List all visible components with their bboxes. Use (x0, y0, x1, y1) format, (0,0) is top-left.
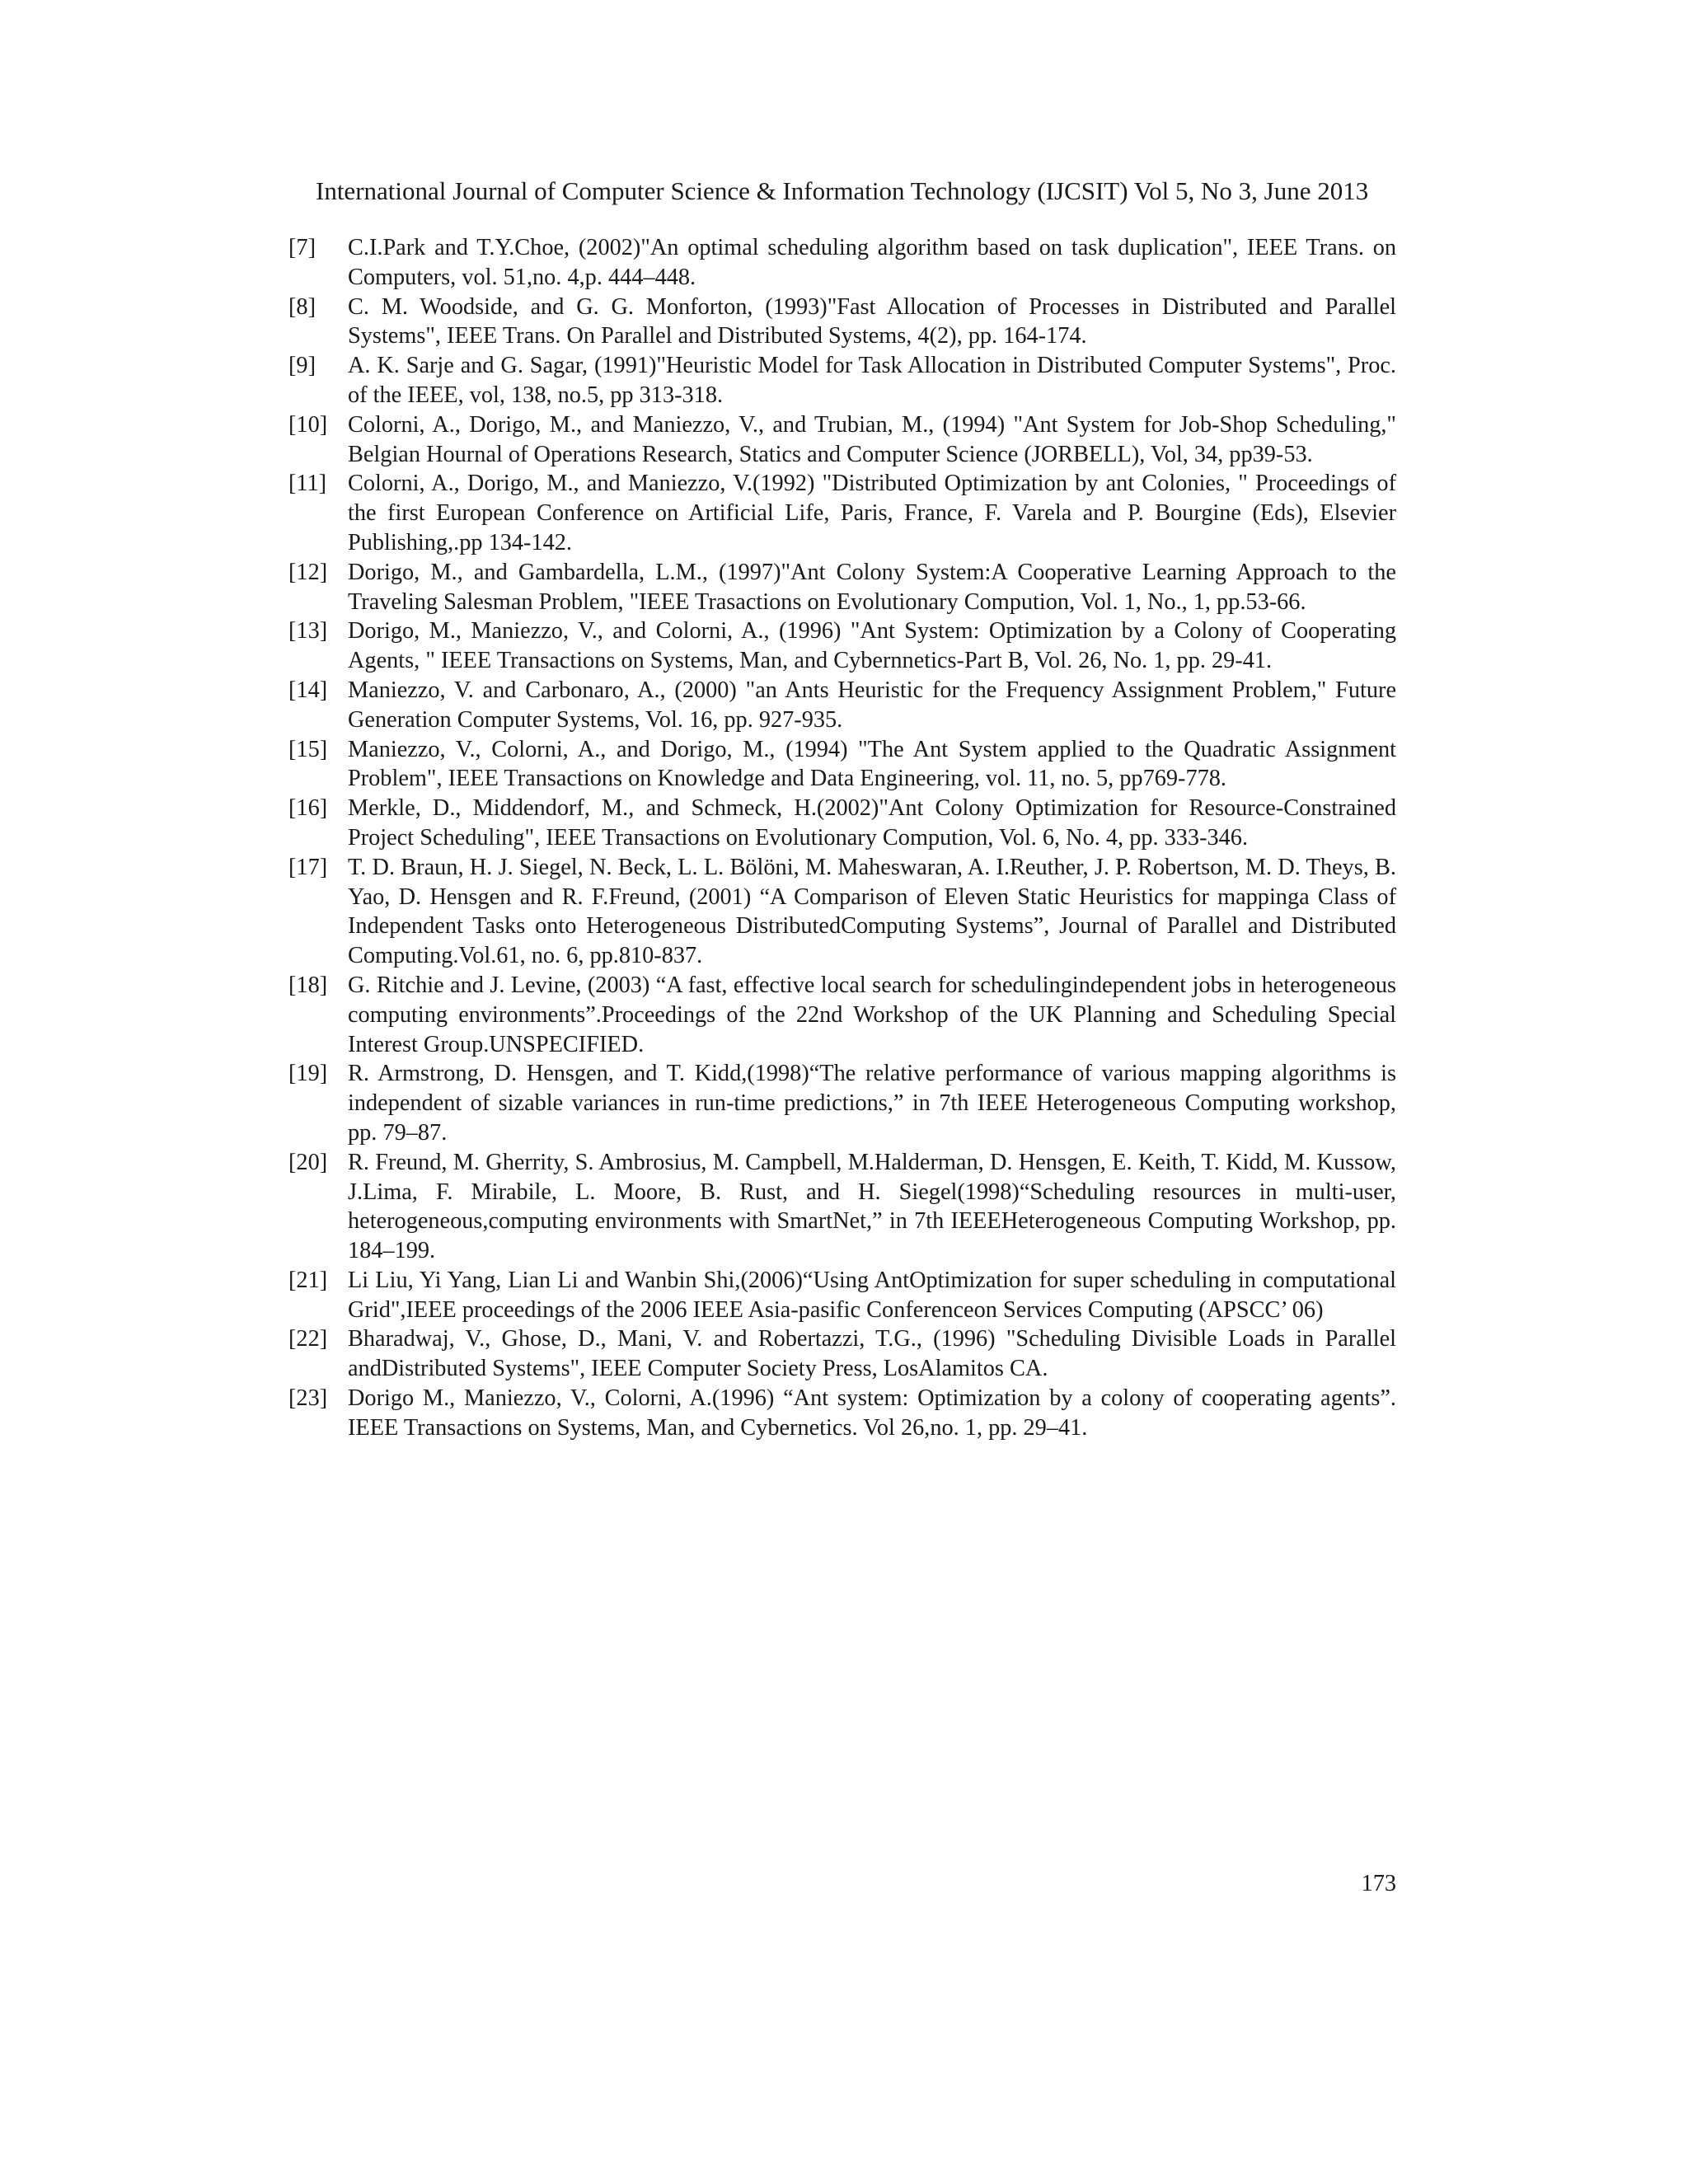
reference-text: Bharadwaj, V., Ghose, D., Mani, V. and Robertazzi, T.G., (1996) "Scheduling Divisible Loads in Parallel andDistributed Systems", IEEE Computer Society Press, LosAlamitos CA. (348, 1326, 1396, 1382)
reference-number: [20] (288, 1149, 328, 1175)
reference-number: [12] (288, 559, 328, 585)
reference-number: [9] (288, 353, 316, 379)
reference-number: [7] (288, 235, 316, 260)
running-header: International Journal of Computer Science & Information Technology (IJCSIT) Vol 5, No 3, June 2013 (316, 176, 1369, 205)
reference-number: [19] (288, 1061, 328, 1087)
reference-text: Li Liu, Yi Yang, Lian Li and Wanbin Shi,(2006)“Using AntOptimization for super scheduling in computational Grid",IEEE proceedings of the 2006 IEEE Asia-pasific Conferenceon Services Computing (APSCC’ 06) (348, 1267, 1396, 1323)
reference-entry (288, 616, 1396, 676)
reference-number: [14] (288, 677, 328, 703)
reference-text: G. Ritchie and J. Levine, (2003) “A fast, effective local search for schedulingindependent jobs in heterogeneous computing environments”.Proceedings of the 22nd Workshop of the UK Planning and Scheduling Special Interest Group.UNSPECIFIED. (348, 972, 1396, 1057)
reference-entry (288, 1266, 1396, 1325)
reference-entry (288, 1059, 1396, 1147)
reference-number: [23] (288, 1385, 328, 1412)
reference-entry (288, 233, 1396, 293)
reference-entry (288, 351, 1396, 410)
reference-entry (288, 1384, 1396, 1443)
reference-text: T. D. Braun, H. J. Siegel, N. Beck, L. L. Bölöni, M. Maheswaran, A. I.Reuther, J. P. Robertson, M. D. Theys, B. Yao, D. Hensgen and R. F.Freund, (2001) “A Comparison of Eleven Static Heuristics for mappinga Class of Independent Tasks onto Heterogeneous DistributedComputing Systems”, Journal of Parallel and Distributed Computing.Vol.61, no. 6, pp.810-837. (348, 854, 1396, 969)
reference-text: Colorni, A., Dorigo, M., and Maniezzo, V.(1992) "Distributed Optimization by ant Colonies, " Proceedings of the first European Conference on Artificial Life, Paris, France, F. Varela and P. Bourgine (Eds), Elsevier Publishing,.pp 134-142. (348, 471, 1396, 555)
reference-text: Merkle, D., Middendorf, M., and Schmeck, H.(2002)"Ant Colony Optimization for Resource-Constrained Project Scheduling", IEEE Transactions on Evolutionary Compution, Vol. 6, No. 4, pp. 333-346. (348, 795, 1396, 851)
reference-number: [21] (288, 1267, 328, 1293)
reference-text: Dorigo, M., Maniezzo, V., and Colorni, A., (1996) "Ant System: Optimization by a Colony of Cooperating Agents, " IEEE Transactions on Systems, Man, and Cybernnetics-Part B, Vol. 26, No. 1, pp. 29-41. (348, 618, 1396, 674)
reference-text: Dorigo M., Maniezzo, V., Colorni, A.(1996) “Ant system: Optimization by a colony of cooperating agents”. IEEE Transactions on Systems, Man, and Cybernetics. Vol 26,no. 1, pp. 29–41. (348, 1385, 1396, 1441)
reference-number: [13] (288, 618, 328, 644)
reference-number: [11] (288, 471, 327, 497)
reference-text: A. K. Sarje and G. Sagar, (1991)"Heuristic Model for Task Allocation in Distributed Computer Systems", Proc. of the IEEE, vol, 138, no.5, pp 313-318. (348, 353, 1396, 408)
reference-entry (288, 676, 1396, 735)
reference-text: Maniezzo, V. and Carbonaro, A., (2000) "an Ants Heuristic for the Frequency Assignment Problem," Future Generation Computer Systems, Vol. 16, pp. 927-935. (348, 677, 1396, 733)
page-number: 173 (1361, 1871, 1396, 1896)
reference-entry (288, 558, 1396, 617)
reference-entry (288, 794, 1396, 853)
reference-entry (288, 971, 1396, 1059)
reference-text: C. M. Woodside, and G. G. Monforton, (1993)"Fast Allocation of Processes in Distributed and Parallel Systems", IEEE Trans. On Parallel and Distributed Systems, 4(2), pp. 164-174. (348, 293, 1396, 349)
reference-number: [10] (288, 411, 328, 438)
reference-number: [22] (288, 1326, 328, 1352)
reference-entry (288, 1324, 1396, 1384)
reference-entry (288, 410, 1396, 470)
reference-text: Colorni, A., Dorigo, M., and Maniezzo, V., and Trubian, M., (1994) "Ant System for Job-Shop Scheduling," Belgian Hournal of Operations Research, Statics and Computer Science (JORBELL), Vol, 34, pp39-53. (348, 411, 1396, 467)
reference-number: [18] (288, 972, 328, 998)
reference-number: [16] (288, 795, 328, 822)
reference-entry (288, 293, 1396, 352)
reference-entry (288, 853, 1396, 971)
reference-text: C.I.Park and T.Y.Choe, (2002)"An optimal scheduling algorithm based on task duplication", IEEE Trans. on Computers, vol. 51,no. 4,p. 444–448. (348, 235, 1396, 290)
reference-text: R. Freund, M. Gherrity, S. Ambrosius, M. Campbell, M.Halderman, D. Hensgen, E. Keith, T. Kidd, M. Kussow, J.Lima, F. Mirabile, L. Moore, B. Rust, and H. Siegel(1998)“Scheduling resources in multi-user, heterogeneous,computing environments with SmartNet,” in 7th IEEEHeterogeneous Computing Workshop, pp. 184–199. (348, 1149, 1396, 1264)
reference-entry (288, 469, 1396, 557)
reference-number: [8] (288, 293, 316, 320)
reference-text: Maniezzo, V., Colorni, A., and Dorigo, M., (1994) "The Ant System applied to the Quadratic Assignment Problem", IEEE Transactions on Knowledge and Data Engineering, vol. 11, no. 5, pp769-778. (348, 736, 1396, 792)
reference-text: R. Armstrong, D. Hensgen, and T. Kidd,(1998)“The relative performance of various mapping algorithms is independent of sizable variances in run-time predictions,” in 7th IEEE Heterogeneous Computing workshop, pp. 79–87. (348, 1061, 1396, 1146)
reference-text: Dorigo, M., and Gambardella, L.M., (1997)"Ant Colony System:A Cooperative Learning Approach to the Traveling Salesman Problem, "IEEE Trasactions on Evolutionary Compution, Vol. 1, No., 1, pp.53-66. (348, 559, 1396, 615)
reference-number: [17] (288, 854, 328, 880)
reference-list (288, 233, 1396, 1443)
reference-number: [15] (288, 736, 328, 762)
reference-entry (288, 1148, 1396, 1266)
reference-entry (288, 735, 1396, 794)
